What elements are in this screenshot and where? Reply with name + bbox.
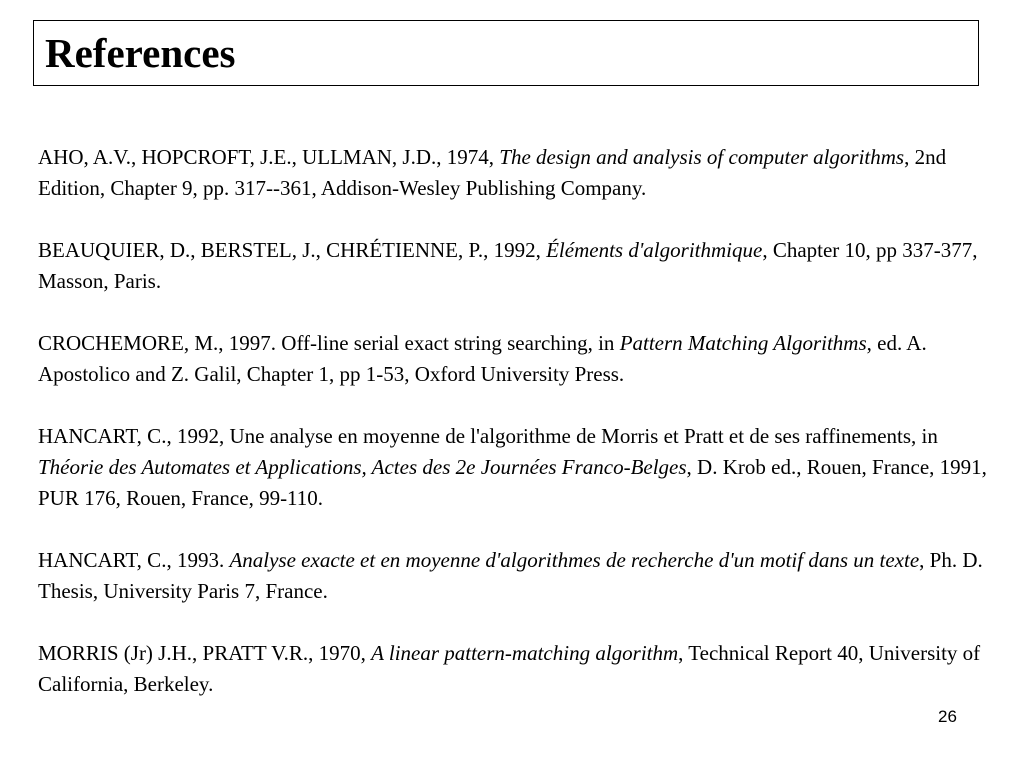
reference-text: AHO, A.V., HOPCROFT, J.E., ULLMAN, J.D., 1974, — [38, 145, 500, 169]
reference-title: Théorie des Automates et Applications, Actes des 2e Journées Franco-Belges — [38, 455, 687, 479]
reference-text: , Chapter 10, pp 337-377, Masson, Paris. — [38, 238, 978, 293]
reference-crochemore — [38, 328, 988, 390]
reference-title: Analyse exacte et en moyenne d'algorithmes de recherche d'un motif dans un texte — [229, 548, 920, 572]
reference-beauquier — [38, 235, 988, 297]
reference-text: MORRIS (Jr) J.H., PRATT V.R., 1970, — [38, 641, 372, 665]
reference-text: , D. Krob ed., Rouen, France, 1991, PUR 176, Rouen, France, 99-110. — [38, 455, 987, 510]
reference-title: A linear pattern-matching algorithm — [371, 641, 679, 665]
slide-title: References — [45, 29, 236, 76]
reference-hancart-1992 — [38, 421, 988, 514]
reference-title: Éléments d'algorithmique — [546, 238, 763, 262]
reference-title: Pattern Matching Algorithms — [619, 331, 867, 355]
reference-text: , Ph. D. Thesis, University Paris 7, France. — [38, 548, 983, 603]
reference-text: , Technical Report 40, University of California, Berkeley. — [38, 641, 981, 696]
reference-text: BEAUQUIER, D., BERSTEL, J., CHRÉTIENNE, P., 1992, — [38, 238, 547, 262]
reference-text: , 2nd Edition, Chapter 9, pp. 317--361, Addison-Wesley Publishing Company. — [38, 145, 947, 200]
references-list — [38, 142, 988, 700]
reference-hancart-1993 — [38, 545, 988, 607]
reference-text: CROCHEMORE, M., 1997. Off-line serial exact string searching, in — [38, 331, 620, 355]
page-number: 26 — [938, 707, 957, 726]
reference-morris — [38, 638, 988, 700]
title-box — [33, 20, 979, 86]
reference-text: HANCART, C., 1992, Une analyse en moyenne de l'algorithme de Morris et Pratt et de ses raffinements, in — [38, 424, 938, 448]
reference-text: , ed. A. Apostolico and Z. Galil, Chapter 1, pp 1-53, Oxford University Press. — [38, 331, 927, 386]
reference-text: HANCART, C., 1993. — [38, 548, 230, 572]
reference-title: The design and analysis of computer algorithms — [499, 145, 905, 169]
reference-aho — [38, 142, 988, 204]
